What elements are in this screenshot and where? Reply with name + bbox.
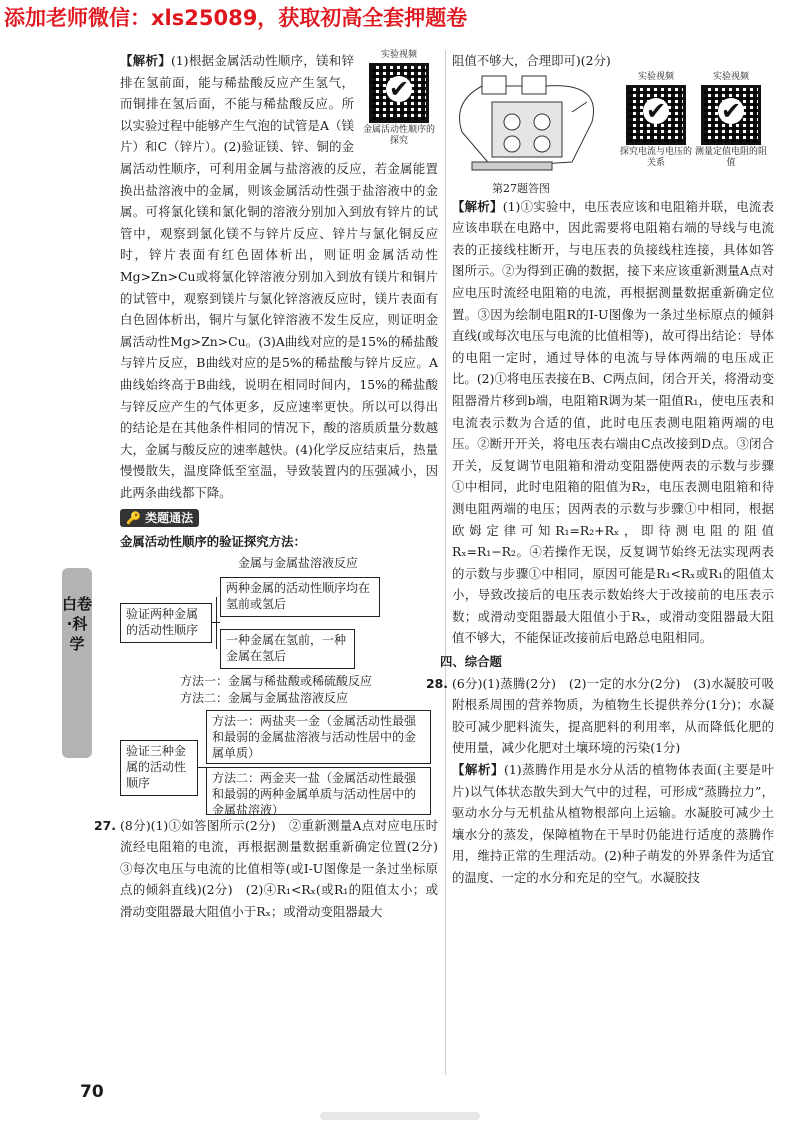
analysis-text: (1)①实验中，电压表应该和电阻箱并联，电流表应该串联在电路中，因此需要将电阻箱右端的导线与电流表的正接线柱断开，与电压表的负接线柱连接，具体如答图所示。②为得到正确的数据，接下来应该重新测量A点对应电压时流经电阻箱的电流，再根据测量数据重新确定位置。③因为绘制电阻R的I-U图像为一条过坐标原点的倾斜直线(或每次电压与电流的比值相等)，故可得出结论：导体的电阻一定时，通过导体的电流与导体两端的电压成正比。(2)①将电压表接在B、C两点间，闭合开关，将滑动变阻器滑片移到b端，电阻箱R调为某一阻值R₁，使电压表和电流表示数为合适的值，此时电压表测电阻箱两端的电压。②断开开关，将电压表右端由C点改接到D点。③闭合开关，反复调节电阻箱和滑动变阻器使两表的示数与步骤①中相同，此时电阻箱的阻值为R₂，电压表测电阻箱和待测电阻两端的电压；因两表的示数与步骤①中相同，根据欧姆定律可知R₁=R₂+Rₓ，即待测电阻的阻值Rₓ=R₁−R₂。④若操作无误，反复调节始终无法实现两表的示数与步骤①中相同，原因可能是R₁<Rₓ或R₁的阻值太小，导致改接后的电压表示数始终大于改接前的电压表示数；或滑动变阻器最大阻值小于Rₓ，或滑动变阻器最大阻值不够大，不能保证改接前后电路总电阻相同。 — [452, 198, 774, 646]
q27-text: (8分)(1)①如答图所示(2分) ②重新测量A点对应电压时流经电阻箱的电流，再根据测量数据重新确定位置(2分) ③每次电压与电流的比值相等(或I-U图像是一条过坐标原点的倾斜直线)(2分) (2)④R₁<Rₓ(或R₁的阻值太小；或滑动变阻器最大阻值小于Rₓ；或滑动变阻器最大 — [120, 817, 451, 920]
voltmeter — [522, 76, 546, 94]
analysis-tag: 【解析】 — [120, 53, 171, 68]
qr-label: 实验视频 — [380, 50, 417, 60]
dial-2 — [534, 114, 550, 130]
left-column — [94, 50, 451, 923]
diagram-box-a: 两种金属的活动性顺序均在氢前或氢后 — [220, 577, 380, 617]
q28-text: (6分)(1)蒸腾(2分) (2)一定的水分(2分) (3)水凝胶可吸附根系周围的营养物质，为植物生长提供养分(1分)；水凝胶可减少肥料流失，提高肥料的利用率，从而降低化肥的使用量，减少化肥对土壤环境的污染(1分) — [452, 675, 774, 756]
qr-caption: 金属活动性顺序的探究 — [362, 125, 435, 146]
page-number: 70 — [80, 1082, 104, 1102]
qr-video-right-1[interactable] — [617, 72, 695, 169]
qr-label: 实验视频 — [712, 71, 749, 82]
qr-video-right-2[interactable] — [692, 72, 770, 169]
q28-answer — [426, 673, 774, 759]
resistor-box — [492, 102, 562, 157]
scroll-indicator[interactable] — [320, 1112, 480, 1120]
diagram-root-two-metals: 验证两种金属的活动性顺序 — [120, 603, 212, 643]
right-column — [426, 50, 774, 889]
q27-continued: 阻值不够大，合理即可)(2分) — [452, 53, 611, 68]
diagram-box-d: 方法二：两金夹一盐（金属活动性最强和最弱的两种金属单质与活动性居中的金属盐溶液） — [206, 767, 431, 815]
qr-label: 实验视频 — [637, 71, 674, 82]
method-diagram — [120, 555, 438, 815]
promo-banner: 添加老师微信：xls25089，获取初高全套押题卷 — [4, 6, 468, 30]
circuit-diagram — [452, 72, 622, 176]
qr-code-icon[interactable] — [701, 85, 761, 145]
connector — [216, 597, 217, 649]
subject-sidebar-tab: 白卷·科学 — [62, 568, 92, 758]
q28-analysis — [452, 759, 774, 889]
qr-caption: 探究电流与电压的关系 — [619, 146, 692, 168]
key-icon: 🔑 — [126, 511, 146, 526]
rheostat — [472, 162, 552, 170]
question-number: 27. — [94, 817, 116, 833]
switch — [572, 102, 587, 112]
diagram-box-c: 方法一：两盐夹一金（金属活动性最强和最弱的金属盐溶液与活动性居中的金属单质） — [206, 710, 431, 764]
analysis-text: (1)根据金属活动性顺序，镁和锌排在氢前面，能与稀盐酸反应产生氢气，而铜排在氢后面，不能与稀盐酸反应。所以实验过程中能够产生气泡的试管是A（镁片）和C（锌片）。(2)验证镁、锌、铜的金属活动性顺序，可利用金属与盐溶液的反应，若金属能置换出盐溶液中的金属，则该金属活动性强于盐溶液中的金属。可将氯化镁和氯化铜的溶液分别加入到放有锌片的试管中，观察到氯化镁不与锌片反应、锌片与氯化铜反应时，锌片表面有红色固体析出，则证明金属活动性Mg>Zn>Cu或将氯化锌溶液分别加入到放有镁片和铜片的试管中，观察到镁片与氯化锌溶液反应时，镁片表面有白色固体析出，铜片与氯化锌溶液不发生反应，则证明金属活动性Mg>Zn>Cu。(3)A曲线对应的是15%的稀盐酸与锌片反应，B曲线对应的是5%的稀盐酸与锌片反应。A曲线始终高于B曲线，说明在相同时间内，15%的稀盐酸与锌反应产生的气体更多，反应速率更快。所以可以得出的结论是在其他条件相同的情况下，酸的溶质质量分数越大，金属与酸反应的速率越快。(4)化学反应结束后，热量慢慢散失，温度降低至室温，导致装置内的压强减小，因此两条曲线都下降。 — [120, 53, 438, 500]
dial-1 — [504, 114, 520, 130]
diagram-method-2: 方法二：金属与金属盐溶液反应 — [180, 690, 349, 705]
dial-3 — [504, 136, 520, 152]
figure-row — [452, 72, 774, 196]
section-heading: 四、综合题 — [440, 654, 502, 670]
method-heading: 🔑 类题通法 — [120, 509, 199, 527]
analysis-text: (1)蒸腾作用是水分从活的植物体表面(主要是叶片)以气体状态散失到大气中的过程，可形成“蒸腾拉力”，驱动水分与无机盐从植物根部向上运输。水凝胶可减少土壤水分的蒸发，保障植物在干旱时仍能进行适度的蒸腾作用，维持正常的生理活动。(2)种子萌发的外界条件为适宜的温度、一定的水分和充足的空气。水凝胶技 — [452, 762, 774, 885]
q27-analysis — [452, 196, 774, 649]
qr-code-icon[interactable] — [626, 85, 686, 145]
ammeter — [482, 76, 506, 94]
dial-4 — [534, 136, 550, 152]
qr-video-left[interactable] — [360, 50, 438, 147]
connector — [198, 767, 206, 768]
method-title: 金属活动性顺序的验证探究方法： — [120, 534, 306, 550]
analysis-tag: 【解析】 — [452, 762, 504, 778]
q27-answer — [94, 815, 451, 923]
analysis-tag: 【解析】 — [452, 198, 503, 214]
question-number: 28. — [426, 675, 448, 691]
qr-code-icon[interactable] — [369, 63, 429, 123]
figure-caption: 第27题答图 — [492, 181, 550, 195]
diagram-box-b: 一种金属在氢前，一种金属在氢后 — [220, 629, 355, 669]
qr-caption: 测量定值电阻的阻值 — [694, 146, 767, 168]
diagram-root-three-metals: 验证三种金属的活动性顺序 — [120, 740, 198, 796]
diagram-top-label: 金属与金属盐溶液反应 — [238, 555, 359, 570]
diagram-method-1: 方法一：金属与稀盐酸或稀硫酸反应 — [180, 673, 373, 688]
column-divider — [445, 50, 446, 1075]
